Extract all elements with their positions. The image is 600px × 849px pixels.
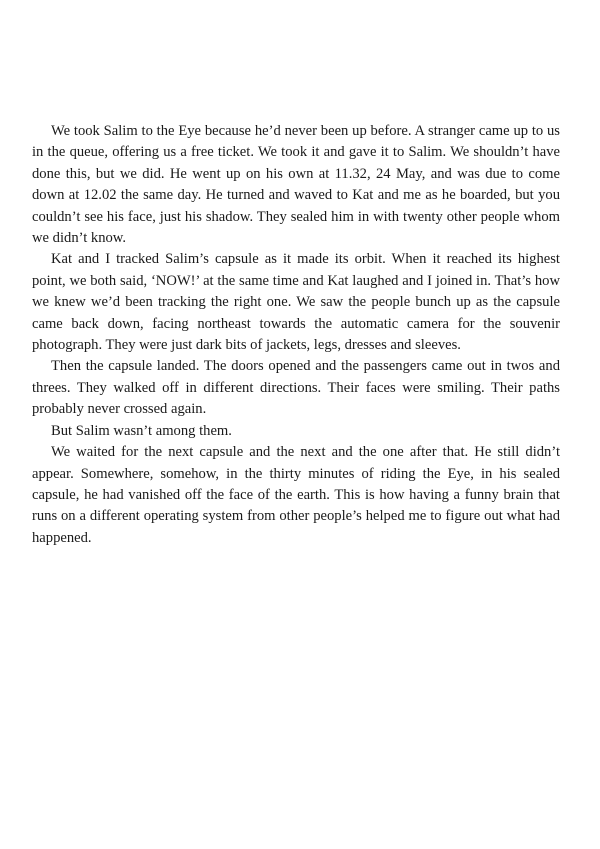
paragraph-2: Kat and I tracked Salim’s capsule as it made its orbit. When it reached its highest point, we both said, ‘NOW!’ at the same time and Kat laughed and I joined in. That’s how we knew we’d been tracking the right one. We saw the people bunch up as the capsule came back down, facing northeast towards the automatic camera for the souvenir photograph. They were just dark bits of jackets, legs, dresses and sleeves. [32,251,560,354]
story-text [32,121,560,549]
paragraph-5: We waited for the next capsule and the next and the one after that. He still didn’t appear. Somewhere, somehow, in the thirty minutes of riding the Eye, in his sealed capsule, he had vanished off the face of the earth. This is how having a funny brain that runs on a different operating system from other people’s helped me to figure out what had happened. [32,444,560,546]
paragraph-4: But Salim wasn’t among them. [51,422,232,439]
paragraph-3: Then the capsule landed. The doors opened and the passengers came out in twos and threes. They walked off in different directions. Their faces were smiling. Their paths probably never crossed again. [32,358,560,418]
paragraph-1: We took Salim to the Eye because he’d never been up before. A stranger came up to us in the queue, offering us a free ticket. We took it and gave it to Salim. We shouldn’t have done this, but we did. He went up on his own at 11.32, 24 May, and was due to come down at 12.02 the same day. He turned and waved to Kat and me as he boarded, but you couldn’t see his face, just his shadow. They sealed him in with twenty other people whom we didn’t know. [32,123,560,247]
